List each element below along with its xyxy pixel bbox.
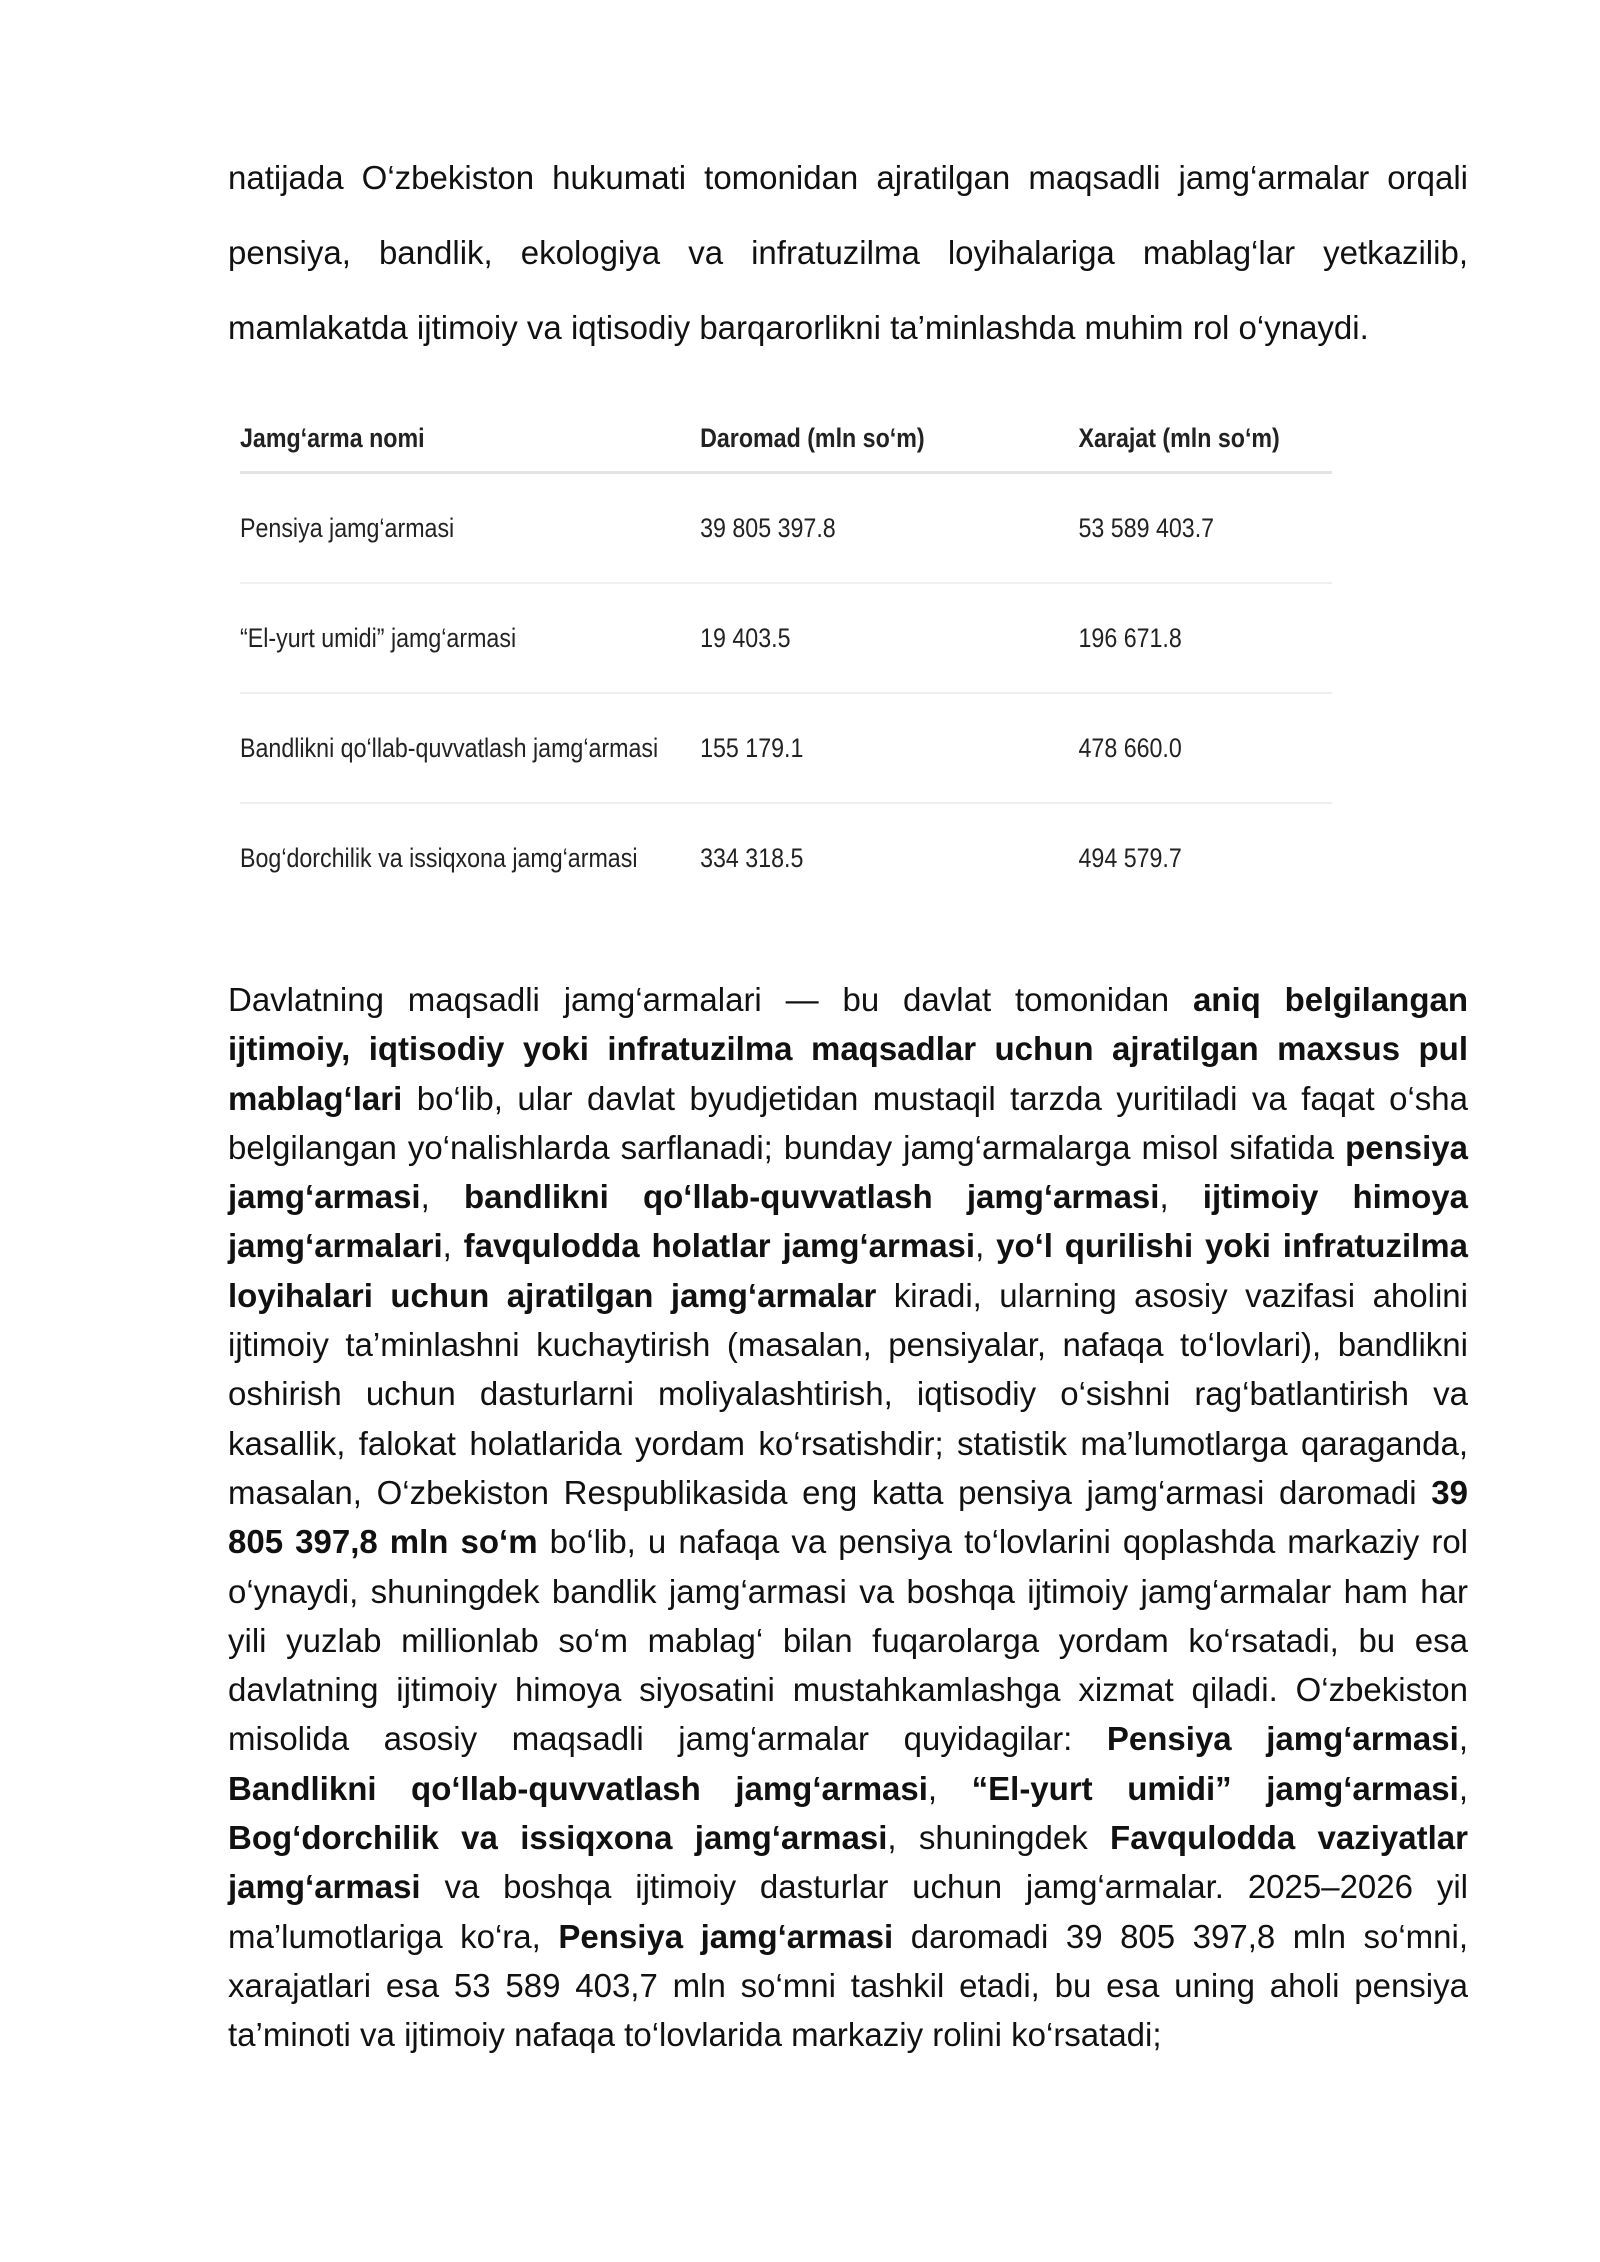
- body-text-run: , shuningdek: [887, 1819, 1111, 1857]
- body-text-run: ,: [1458, 1769, 1469, 1807]
- column-header-fund-name: Jamg‘arma nomi: [240, 405, 700, 473]
- cell-income: 334 318.5: [700, 842, 804, 873]
- body-emphasis-text: Pensiya jamg‘armasi: [558, 1917, 894, 1955]
- body-text-run: ,: [1458, 1720, 1468, 1758]
- body-emphasis-text: yo‘l qurilishi yoki infratuzilma loyihalari uchun ajratilgan jamg‘armalar: [228, 1227, 1468, 1314]
- body-text-run: bo‘lib, u nafaqa va pensiya to‘lovlarini qoplashda markaziy rol o‘ynaydi, shuningdek bandlik jamg‘armasi va boshqa ijtimoiy jamg‘armalar ham har yili yuzlab millionlab so‘m mablag‘ bilan fuqarolarga yordam ko‘rsatadi, bu esa davlatning ijtimoiy himoya siyosatini mustahkamlashga xizmat qiladi. O‘zbekiston misolida asosiy maqsadli jamg‘armalar quyidagilar:: [228, 1523, 1468, 1758]
- body-emphasis-text: 39 805 397,8 mln so‘m: [228, 1473, 1468, 1561]
- cell-expense: 494 579.7: [1078, 842, 1182, 873]
- body-text-run: daromadi 39 805 397,8 mln so‘mni, xarajatlari esa 53 589 403,7 mln so‘mni tashkil etadi, bu esa uning aholi pensiya ta’minoti va ijtimoiy nafaqa to‘lovlarida markaziy rolini ko‘rsatadi;: [228, 1917, 1468, 2054]
- column-header-expense: Xarajat (mln so‘m): [1079, 405, 1333, 473]
- table-row: [240, 583, 1332, 693]
- body-text-run: bo‘lib, ular davlat byudjetidan mustaqil tarzda yuritiladi va faqat o‘sha belgilangan yo‘nalishlarda sarflanadi; bunday jamg‘armalarga misol sifatida: [228, 1079, 1468, 1166]
- table-row: [240, 473, 1332, 584]
- body-emphasis-text: Favqulodda vaziyatlar jamg‘armasi: [228, 1819, 1468, 1906]
- column-header-income: Daromad (mln so‘m): [700, 405, 1078, 473]
- table-row: [240, 803, 1332, 912]
- cell-income: 19 403.5: [700, 583, 1078, 693]
- body-text-run: ,: [420, 1178, 464, 1216]
- cell-expense: 53 589 403.7: [1079, 473, 1333, 584]
- funds-table: [240, 405, 1332, 912]
- intro-line-1: natijada O‘zbekiston hukumati tomonidan ajratilgan maqsadli jamg‘armalar orqali: [228, 159, 1468, 196]
- body-emphasis-text: bandlikni qo‘llab-quvvatlash jamg‘armasi: [463, 1178, 1160, 1216]
- table-row: [240, 693, 1332, 803]
- cell-fund-name: Pensiya jamg‘armasi: [240, 473, 700, 584]
- intro-line-3: mamlakatda ijtimoiy va iqtisodiy barqarorlikni ta’minlashda muhim rol o‘ynaydi.: [228, 309, 1369, 346]
- cell-expense: 196 671.8: [1079, 583, 1333, 693]
- body-text-run: kiradi, ularning asosiy vazifasi aholini ijtimoiy ta’minlashni kuchaytirish (masalan, pensiyalar, nafaqa to‘lovlari), bandlikni oshirish uchun dasturlarni moliyalashtirish, iqtisodiy o‘sishni rag‘batlantirish va kasallik, falokat holatlarida yordam ko‘rsatishdir; statistik ma’lumotlarga qaraganda, masalan, O‘zbekiston Respublikasida eng katta pensiya jamg‘armasi daromadi: [228, 1276, 1468, 1511]
- cell-fund-name: “El-yurt umidi” jamg‘armasi: [240, 583, 700, 693]
- cell-income: 155 179.1: [700, 693, 1078, 803]
- body-emphasis-text: Bandlikni qo‘llab-quvvatlash jamg‘armasi: [228, 1769, 928, 1807]
- body-text-run: ,: [442, 1227, 464, 1265]
- body-paragraph: [228, 975, 1468, 2060]
- body-text-run: ,: [1159, 1178, 1203, 1216]
- intro-line-2: pensiya, bandlik, ekologiya va infratuzilma loyihalariga mablag‘lar yetkazilib,: [228, 234, 1468, 271]
- body-text-run: Davlatning maqsadli jamg‘armalari — bu davlat tomonidan: [228, 981, 1193, 1018]
- body-emphasis-text: Pensiya jamg‘armasi: [1106, 1720, 1459, 1758]
- body-emphasis-text: favqulodda holatlar jamg‘armasi: [463, 1227, 976, 1265]
- body-emphasis-text: aniq belgilangan ijtimoiy, iqtisodiy yoki infratuzilma maqsadlar uchun ajratilgan maxsus pul mablag‘lari: [228, 981, 1469, 1117]
- body-emphasis-text: Bog‘dorchilik va issiqxona jamg‘armasi: [228, 1819, 888, 1857]
- cell-fund-name: Bandlikni qo‘llab-quvvatlash jamg‘armasi: [240, 693, 700, 803]
- cell-expense: 478 660.0: [1079, 693, 1333, 803]
- cell-income: 39 805 397.8: [700, 473, 1078, 584]
- body-text-run: va boshqa ijtimoiy dasturlar uchun jamg‘armalar. 2025–2026 yil ma’lumotlariga ko‘ra,: [228, 1868, 1468, 1955]
- body-emphasis-text: ijtimoiy himoya jamg‘armalari: [228, 1178, 1469, 1265]
- intro-paragraph: [228, 140, 1468, 365]
- table-header-row: [240, 405, 1332, 473]
- body-text-run: ,: [975, 1227, 997, 1265]
- cell-fund-name: Bog‘dorchilik va issiqxona jamg‘armasi: [240, 842, 638, 873]
- body-emphasis-text: pensiya jamg‘armasi: [228, 1128, 1468, 1216]
- body-emphasis-text: “El-yurt umidi” jamg‘armasi: [971, 1769, 1459, 1807]
- body-text-run: ,: [927, 1769, 972, 1807]
